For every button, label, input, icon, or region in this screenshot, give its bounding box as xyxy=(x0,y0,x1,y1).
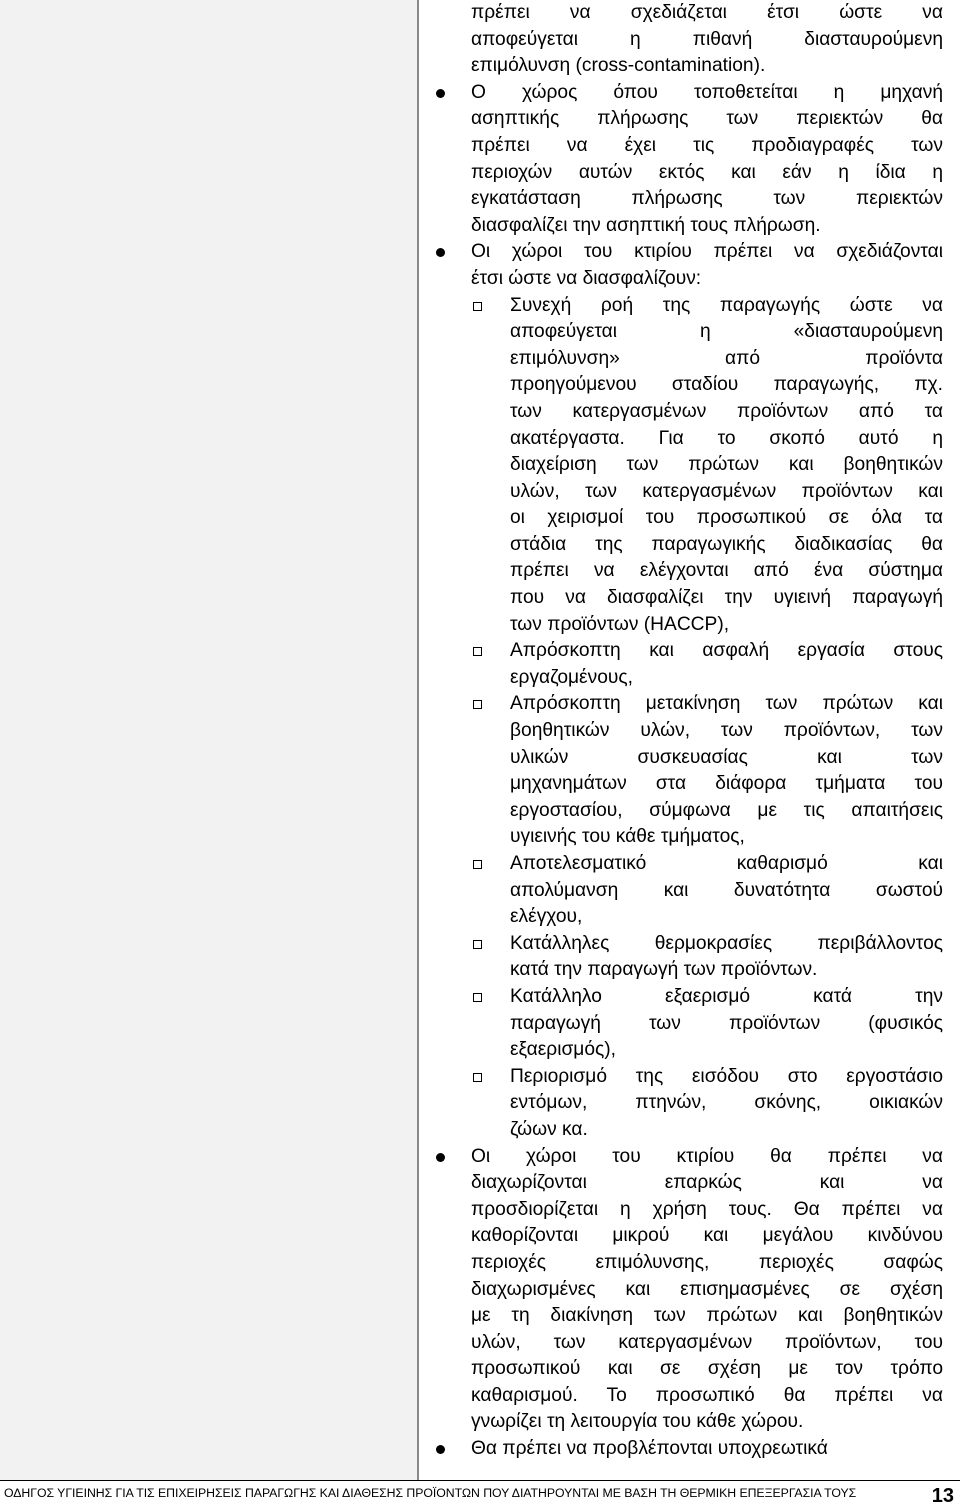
sidebar-panel xyxy=(0,0,418,1480)
text-line: έτσι ώστε να διασφαλίζουν: xyxy=(471,267,702,289)
text-line: παραγωγή των προϊόντων (φυσικός xyxy=(510,1012,943,1034)
square-bullet-icon xyxy=(473,302,482,311)
footer-rule xyxy=(0,1480,960,1481)
text-line: βοηθητικών υλών, των προϊόντων, των xyxy=(510,720,943,742)
sub-list-item xyxy=(433,638,943,691)
text-line: εργαζομένους, xyxy=(510,666,633,688)
text-line: υγιεινής του κάθε τμήματος, xyxy=(510,826,745,848)
text-line: κατά την παραγωγή των προϊόντων. xyxy=(510,959,818,981)
square-bullet-icon xyxy=(473,993,482,1002)
text-line: Περιορισμό της εισόδου στο εργοστάσιο xyxy=(510,1065,943,1087)
text-line: διαχείριση των πρώτων και βοηθητικών xyxy=(510,454,943,476)
text-line: Κατάλληλες θερμοκρασίες περιβάλλοντος xyxy=(510,932,943,954)
text-line: Ο χώρος όπου τοποθετείται η μηχανή xyxy=(471,81,943,103)
bullet-icon xyxy=(436,1153,445,1162)
text-line: προσωπικού και σε σχέση με τον τρόπο xyxy=(471,1358,943,1380)
text-line: αποφεύγεται η «διασταυρούμενη xyxy=(510,321,943,343)
bullet-item xyxy=(433,1436,943,1463)
bullet-item xyxy=(433,1144,943,1437)
text-line: με τη διακίνηση των πρώτων και βοηθητικών xyxy=(471,1305,943,1327)
square-bullet-icon xyxy=(473,860,482,869)
text-line: Κατάλληλο εξαερισμό κατά την xyxy=(510,985,943,1007)
text-line: των κατεργασμένων προϊόντων από τα xyxy=(510,400,943,422)
footer-text: ΟΔΗΓΟΣ ΥΓΙΕΙΝΗΣ ΓΙΑ ΤΙΣ ΕΠΙΧΕΙΡΗΣΕΙΣ ΠΑΡΑΓΩΓΗΣ ΚΑΙ ΔΙΑΘΕΣΗΣ ΠΡΟΪΟΝΤΩΝ ΠΟΥ ΔΙΑΤΗΡΟΥΝΤΑΙ ΜΕ ΒΑΣΗ ΤΗ ΘΕΡΜΙΚΗ ΕΠΕΞΕΡΓΑΣΙΑ ΤΟΥΣ xyxy=(4,1486,857,1500)
text-line: εργοστασίου, σύμφωνα με τις απαιτήσεις xyxy=(510,799,943,821)
bullet-icon xyxy=(436,248,445,257)
text-line: καθορίζονται μικρού και μεγάλου κινδύνου xyxy=(471,1225,943,1247)
square-bullet-icon xyxy=(473,700,482,709)
text-line: επιμόλυνση» από προϊόντα xyxy=(510,347,943,369)
bullet-icon xyxy=(436,1445,445,1454)
page-number: 13 xyxy=(931,1485,954,1507)
text-line: μηχανημάτων στα διάφορα τμήματα του xyxy=(510,773,943,795)
text-line: απολύμανση και δυνατότητα σωστού xyxy=(510,879,943,901)
sub-list-item xyxy=(433,851,943,931)
text-line: ακατέργαστα. Για το σκοπό αυτό η xyxy=(510,427,943,449)
sub-list-item xyxy=(433,293,943,639)
text-line: υλών, των κατεργασμένων προϊόντων και xyxy=(510,480,943,502)
sub-list-item xyxy=(433,691,943,851)
sub-list-item xyxy=(433,1064,943,1144)
text-line: γνωρίζει τη λειτουργία του κάθε χώρου. xyxy=(471,1411,804,1433)
text-line: των προϊόντων (HACCP), xyxy=(510,613,730,635)
text-line: διασφαλίζει την ασηπτική τους πλήρωση. xyxy=(471,214,821,236)
text-line: Αποτελεσματικό καθαρισμό και xyxy=(510,853,943,874)
bullet-item xyxy=(433,239,943,292)
sub-list-item xyxy=(433,931,943,984)
text-line: καθαρισμού. Το προσωπικό θα πρέπει να xyxy=(471,1384,943,1406)
text-line: Απρόσκοπτη και ασφαλή εργασία στους xyxy=(510,640,943,662)
text-line: οι χειρισμοί του προσωπικού σε όλα τα xyxy=(510,507,943,529)
square-bullet-icon xyxy=(473,1073,482,1082)
text-line: πρέπει να σχεδιάζεται έτσι ώστε να xyxy=(471,2,943,23)
text-line: αποφεύγεται η πιθανή διασταυρούμενη xyxy=(471,28,943,50)
sub-list-item xyxy=(433,984,943,1064)
text-line: υλικών συσκευασίας και των xyxy=(510,746,943,768)
text-line: Συνεχή ροή της παραγωγής ώστε να xyxy=(510,294,943,316)
text-line: ελέγχου, xyxy=(510,906,583,928)
text-line: διαχωρίζονται επαρκώς και να xyxy=(471,1172,943,1194)
text-line: στάδια της παραγωγικής διαδικασίας θα xyxy=(510,533,943,555)
text-line: ασηπτικής πλήρωσης των περιεκτών θα xyxy=(471,108,943,130)
square-bullet-icon xyxy=(473,647,482,656)
text-line: Οι χώροι του κτιρίου πρέπει να σχεδιάζονται xyxy=(471,241,943,263)
bullet-item xyxy=(433,80,943,240)
text-line: περιοχών αυτών εκτός και εάν η ίδια η xyxy=(471,161,943,183)
text-line: εντόμων, πτηνών, σκόνης, οικιακών xyxy=(510,1092,943,1114)
text-line: Θα πρέπει να προβλέπονται υποχρεωτικά xyxy=(471,1438,828,1460)
paragraph-continuation xyxy=(433,0,943,80)
text-line: πρέπει να ελέγχονται από ένα σύστημα xyxy=(510,560,943,582)
text-line: εξαερισμός), xyxy=(510,1039,616,1061)
text-line: εγκατάσταση πλήρωσης των περιεκτών xyxy=(471,188,943,210)
text-line: περιοχές επιμόλυνσης, περιοχές σαφώς xyxy=(471,1251,943,1273)
text-line: πρέπει να έχει τις προδιαγραφές των xyxy=(471,134,943,156)
sidebar-divider xyxy=(417,0,419,1480)
bullet-icon xyxy=(436,89,445,98)
square-bullet-icon xyxy=(473,940,482,949)
text-line: Απρόσκοπτη μετακίνηση των πρώτων και xyxy=(510,693,943,715)
document-body xyxy=(433,0,943,1463)
text-line: υλών, των κατεργασμένων προϊόντων, του xyxy=(471,1331,943,1353)
text-line: διαχωρισμένες και επισημασμένες σε σχέση xyxy=(471,1278,943,1300)
text-line: Οι χώροι του κτιρίου θα πρέπει να xyxy=(471,1145,943,1167)
text-line: επιμόλυνση (cross-contamination). xyxy=(471,55,766,77)
text-line: προσδιορίζεται η χρήση τους. Θα πρέπει να xyxy=(471,1198,943,1220)
text-line: προηγούμενου σταδίου παραγωγής, πχ. xyxy=(510,374,943,396)
text-line: που να διασφαλίζει την υγιεινή παραγωγή xyxy=(510,587,943,609)
text-line: ζώων κα. xyxy=(510,1118,588,1140)
